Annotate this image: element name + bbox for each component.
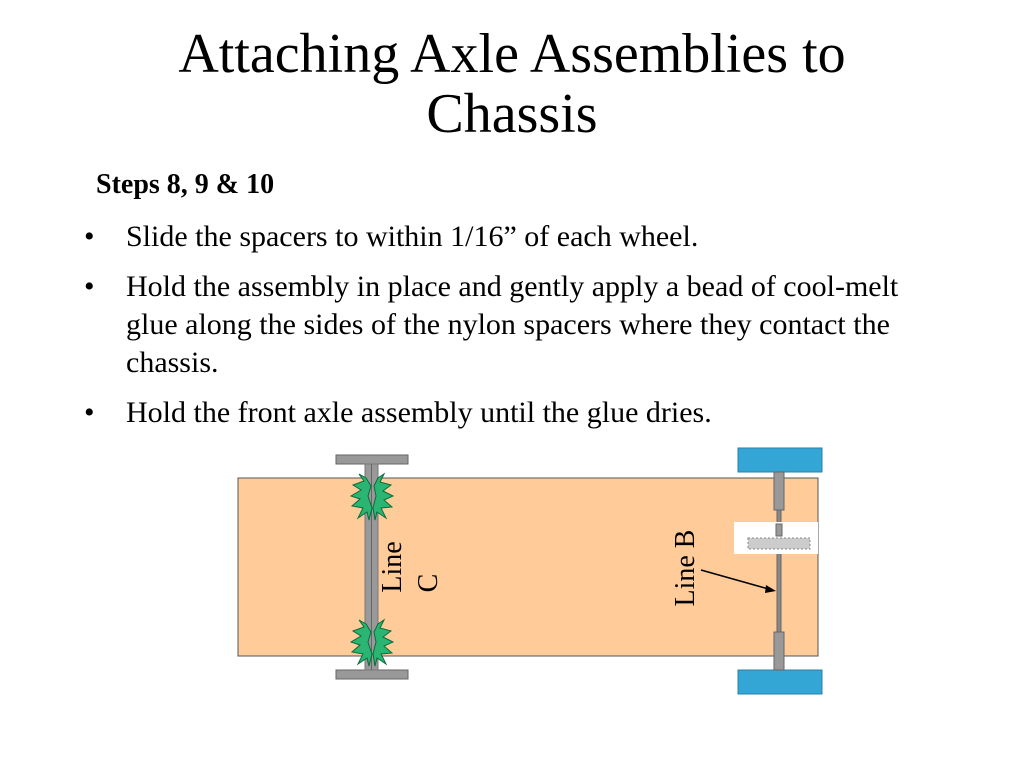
front-spacer-bottom: [774, 632, 784, 670]
spacer-tool-icon: [748, 538, 810, 549]
bullet-icon: •: [84, 270, 95, 303]
bullet-text: Slide the spacers to within 1/16” of each wheel.: [126, 220, 699, 253]
line-c-label-1: Line: [377, 541, 408, 593]
bullet-icon: •: [84, 396, 95, 429]
tool-handle: [776, 524, 782, 536]
front-spacer-top: [774, 472, 784, 510]
bullet-text: Hold the assembly in place and gently apply a bead of cool-melt glue along the sides of the nylon spacers where they contact the chassis.: [126, 270, 899, 379]
rear-wheel-top: [336, 455, 408, 464]
front-wheel-bottom: [738, 670, 822, 694]
rear-wheel-bottom: [336, 670, 408, 679]
chassis-block: [238, 478, 818, 656]
steps-subtitle: Steps 8, 9 & 10: [96, 169, 275, 200]
bullet-text: Hold the front axle assembly until the glue dries.: [126, 396, 712, 429]
front-wheel-top: [738, 448, 822, 472]
title-line-2: Chassis: [426, 83, 598, 145]
line-b-label: Line B: [670, 529, 701, 607]
line-c-label-2: C: [413, 573, 444, 593]
title-line-1: Attaching Axle Assemblies to: [178, 23, 846, 85]
bullet-icon: •: [84, 220, 95, 253]
